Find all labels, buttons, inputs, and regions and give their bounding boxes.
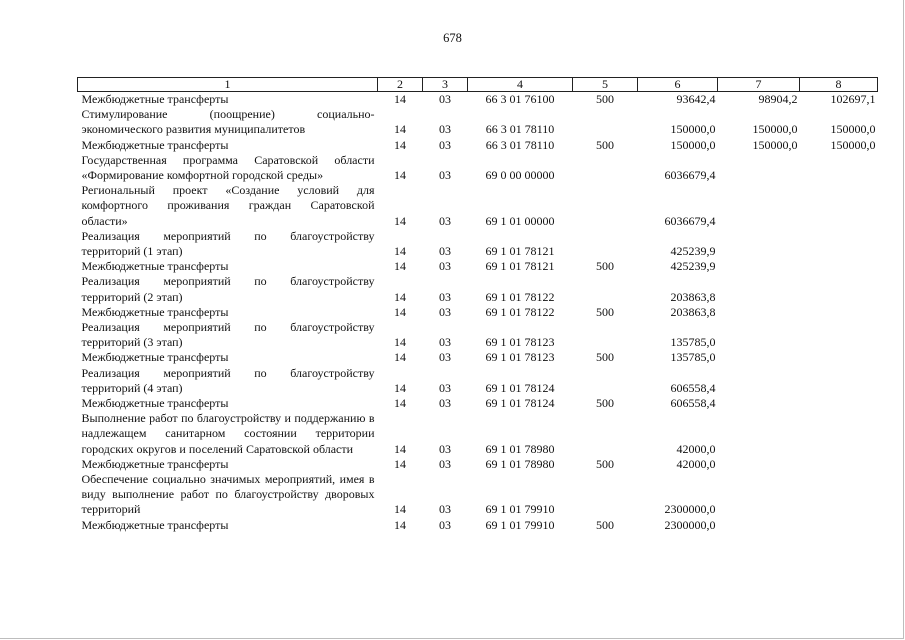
expense-type-code bbox=[573, 472, 638, 518]
amount-year-3: 150000,0 bbox=[830, 122, 876, 137]
row-name: Межбюджетные трансферты bbox=[81, 456, 229, 471]
subsection-code: 03 bbox=[439, 441, 451, 456]
section-code: 14 bbox=[394, 456, 406, 471]
column-header: 8 bbox=[800, 78, 878, 92]
subsection-code: 03 bbox=[439, 517, 451, 532]
amount-year-3 bbox=[800, 518, 878, 533]
row-name: Межбюджетные трансферты bbox=[81, 92, 229, 106]
amount-year-2 bbox=[718, 518, 800, 533]
section-code: 14 bbox=[394, 289, 406, 304]
amount-year-3 bbox=[800, 305, 878, 320]
amount-year-1: 425239,9 bbox=[670, 259, 716, 274]
amount-year-3: 150000,0 bbox=[830, 137, 876, 152]
target-article-code: 69 0 00 00000 bbox=[485, 168, 555, 183]
amount-year-3 bbox=[800, 411, 878, 457]
amount-year-3 bbox=[800, 153, 878, 183]
target-article-code: 69 1 01 78123 bbox=[485, 335, 555, 350]
column-header: 2 bbox=[378, 78, 423, 92]
amount-year-1: 425239,9 bbox=[670, 244, 716, 259]
subsection-code: 03 bbox=[439, 350, 451, 365]
target-article-code: 66 3 01 76100 bbox=[485, 92, 555, 106]
amount-year-1: 2300000,0 bbox=[664, 517, 716, 532]
table-row bbox=[78, 518, 878, 533]
row-name: Межбюджетные трансферты bbox=[81, 350, 229, 365]
amount-year-1: 606558,4 bbox=[670, 380, 716, 395]
row-name: Реализация мероприятий по благоустройству территорий (1 этап) bbox=[81, 228, 375, 259]
table-row bbox=[78, 92, 878, 108]
expense-type-code: 500 bbox=[596, 137, 614, 152]
amount-year-3 bbox=[800, 350, 878, 365]
row-name: Реализация мероприятий по благоустройству территорий (4 этап) bbox=[81, 365, 375, 395]
expense-type-code: 500 bbox=[596, 350, 614, 365]
amount-year-2 bbox=[718, 274, 800, 304]
budget-table bbox=[77, 77, 878, 533]
table-row bbox=[78, 229, 878, 259]
row-name: Межбюджетные трансферты bbox=[81, 517, 229, 532]
expense-type-code bbox=[573, 183, 638, 229]
section-code: 14 bbox=[394, 92, 406, 106]
amount-year-3 bbox=[800, 320, 878, 350]
amount-year-2 bbox=[718, 229, 800, 259]
amount-year-2 bbox=[718, 320, 800, 350]
amount-year-3 bbox=[800, 472, 878, 518]
table-row bbox=[78, 183, 878, 229]
amount-year-2 bbox=[718, 305, 800, 320]
table-row bbox=[78, 366, 878, 396]
target-article-code: 69 1 01 78980 bbox=[485, 456, 555, 471]
section-code: 14 bbox=[394, 259, 406, 274]
target-article-code: 69 1 01 78121 bbox=[485, 244, 555, 259]
amount-year-1: 2300000,0 bbox=[664, 502, 716, 517]
amount-year-1: 150000,0 bbox=[670, 122, 716, 137]
column-header: 1 bbox=[78, 78, 378, 92]
amount-year-2 bbox=[718, 396, 800, 411]
table-row bbox=[78, 411, 878, 457]
section-code: 14 bbox=[394, 517, 406, 532]
target-article-code: 69 1 01 78124 bbox=[485, 380, 555, 395]
amount-year-2 bbox=[718, 472, 800, 518]
expense-type-code bbox=[573, 153, 638, 183]
amount-year-3 bbox=[800, 229, 878, 259]
table-row bbox=[78, 153, 878, 183]
amount-year-3: 102697,1 bbox=[830, 92, 876, 106]
target-article-code: 69 1 01 78124 bbox=[485, 396, 555, 411]
amount-year-2 bbox=[718, 259, 800, 274]
table-row bbox=[78, 138, 878, 153]
table-row bbox=[78, 305, 878, 320]
section-code: 14 bbox=[394, 350, 406, 365]
row-name: Межбюджетные трансферты bbox=[81, 396, 229, 411]
subsection-code: 03 bbox=[439, 168, 451, 183]
table-body bbox=[78, 92, 878, 533]
subsection-code: 03 bbox=[439, 213, 451, 228]
expense-type-code: 500 bbox=[596, 396, 614, 411]
section-code: 14 bbox=[394, 213, 406, 228]
row-name: Выполнение работ по благоустройству и поддержанию в надлежащем санитарном состоянии территории городских округов и поселений Саратовской области bbox=[81, 411, 375, 456]
amount-year-1: 93642,4 bbox=[676, 92, 716, 106]
target-article-code: 69 1 01 78122 bbox=[485, 304, 555, 319]
amount-year-1: 42000,0 bbox=[676, 456, 716, 471]
amount-year-1: 203863,8 bbox=[670, 304, 716, 319]
amount-year-1: 6036679,4 bbox=[664, 168, 716, 183]
section-code: 14 bbox=[394, 502, 406, 517]
row-name: Государственная программа Саратовской области «Формирование комфортной городской среды» bbox=[81, 152, 375, 183]
row-name: Региональный проект «Создание условий для комфортного проживания граждан Саратовской области» bbox=[81, 183, 375, 228]
expense-type-code bbox=[573, 274, 638, 304]
target-article-code: 69 1 01 78123 bbox=[485, 350, 555, 365]
column-header: 6 bbox=[638, 78, 718, 92]
amount-year-2 bbox=[718, 366, 800, 396]
expense-type-code: 500 bbox=[596, 92, 614, 106]
amount-year-1: 203863,8 bbox=[670, 289, 716, 304]
expense-type-code bbox=[573, 320, 638, 350]
row-name: Реализация мероприятий по благоустройству территорий (3 этап) bbox=[81, 320, 375, 350]
target-article-code: 69 1 01 79910 bbox=[485, 502, 555, 517]
expense-type-code bbox=[573, 411, 638, 457]
amount-year-2 bbox=[718, 457, 800, 472]
amount-year-2 bbox=[718, 183, 800, 229]
page-number: 678 bbox=[443, 31, 462, 45]
table-row bbox=[78, 320, 878, 350]
column-header: 5 bbox=[573, 78, 638, 92]
subsection-code: 03 bbox=[439, 122, 451, 137]
section-code: 14 bbox=[394, 168, 406, 183]
amount-year-3 bbox=[800, 274, 878, 304]
row-name: Стимулирование (поощрение) социально-экономического развития муниципалитетов bbox=[81, 107, 375, 137]
amount-year-3 bbox=[800, 457, 878, 472]
section-code: 14 bbox=[394, 441, 406, 456]
section-code: 14 bbox=[394, 335, 406, 350]
row-name: Обеспечение социально значимых мероприятий, имея в виду выполнение работ по благоустройству дворовых территорий bbox=[81, 472, 375, 517]
subsection-code: 03 bbox=[439, 502, 451, 517]
table-row bbox=[78, 259, 878, 274]
subsection-code: 03 bbox=[439, 380, 451, 395]
subsection-code: 03 bbox=[439, 289, 451, 304]
expense-type-code: 500 bbox=[596, 304, 614, 319]
row-name: Реализация мероприятий по благоустройству территорий (2 этап) bbox=[81, 274, 375, 304]
subsection-code: 03 bbox=[439, 456, 451, 471]
expense-type-code bbox=[573, 366, 638, 396]
expense-type-code bbox=[573, 107, 638, 137]
column-header: 4 bbox=[468, 78, 573, 92]
target-article-code: 69 1 01 00000 bbox=[485, 213, 555, 228]
table-row bbox=[78, 274, 878, 304]
column-header: 7 bbox=[718, 78, 800, 92]
table-row bbox=[78, 396, 878, 411]
amount-year-3 bbox=[800, 259, 878, 274]
amount-year-2: 98904,2 bbox=[758, 92, 798, 106]
section-code: 14 bbox=[394, 122, 406, 137]
subsection-code: 03 bbox=[439, 92, 451, 106]
expense-type-code: 500 bbox=[596, 259, 614, 274]
amount-year-2: 150000,0 bbox=[752, 137, 798, 152]
expense-type-code: 500 bbox=[596, 456, 614, 471]
row-name: Межбюджетные трансферты bbox=[81, 137, 229, 152]
subsection-code: 03 bbox=[439, 396, 451, 411]
subsection-code: 03 bbox=[439, 137, 451, 152]
amount-year-1: 42000,0 bbox=[676, 441, 716, 456]
table-row bbox=[78, 472, 878, 518]
amount-year-1: 6036679,4 bbox=[664, 213, 716, 228]
amount-year-3 bbox=[800, 396, 878, 411]
subsection-code: 03 bbox=[439, 304, 451, 319]
table-row bbox=[78, 457, 878, 472]
table-row bbox=[78, 350, 878, 365]
target-article-code: 69 1 01 78121 bbox=[485, 259, 555, 274]
expense-type-code: 500 bbox=[596, 517, 614, 532]
target-article-code: 66 3 01 78110 bbox=[485, 122, 555, 137]
amount-year-1: 606558,4 bbox=[670, 396, 716, 411]
target-article-code: 69 1 01 78980 bbox=[485, 441, 555, 456]
column-header: 3 bbox=[423, 78, 468, 92]
target-article-code: 69 1 01 79910 bbox=[485, 517, 555, 532]
amount-year-1: 135785,0 bbox=[670, 350, 716, 365]
amount-year-3 bbox=[800, 183, 878, 229]
amount-year-2 bbox=[718, 153, 800, 183]
subsection-code: 03 bbox=[439, 335, 451, 350]
amount-year-2 bbox=[718, 411, 800, 457]
target-article-code: 66 3 01 78110 bbox=[485, 137, 555, 152]
row-name: Межбюджетные трансферты bbox=[81, 304, 229, 319]
section-code: 14 bbox=[394, 380, 406, 395]
amount-year-2: 150000,0 bbox=[752, 122, 798, 137]
section-code: 14 bbox=[394, 304, 406, 319]
amount-year-1: 150000,0 bbox=[670, 137, 716, 152]
amount-year-2 bbox=[718, 350, 800, 365]
section-code: 14 bbox=[394, 244, 406, 259]
amount-year-1: 135785,0 bbox=[670, 335, 716, 350]
target-article-code: 69 1 01 78122 bbox=[485, 289, 555, 304]
amount-year-3 bbox=[800, 366, 878, 396]
section-code: 14 bbox=[394, 396, 406, 411]
section-code: 14 bbox=[394, 137, 406, 152]
row-name: Межбюджетные трансферты bbox=[81, 259, 229, 274]
table-row bbox=[78, 107, 878, 137]
table-header-row bbox=[78, 78, 878, 92]
subsection-code: 03 bbox=[439, 244, 451, 259]
expense-type-code bbox=[573, 229, 638, 259]
subsection-code: 03 bbox=[439, 259, 451, 274]
